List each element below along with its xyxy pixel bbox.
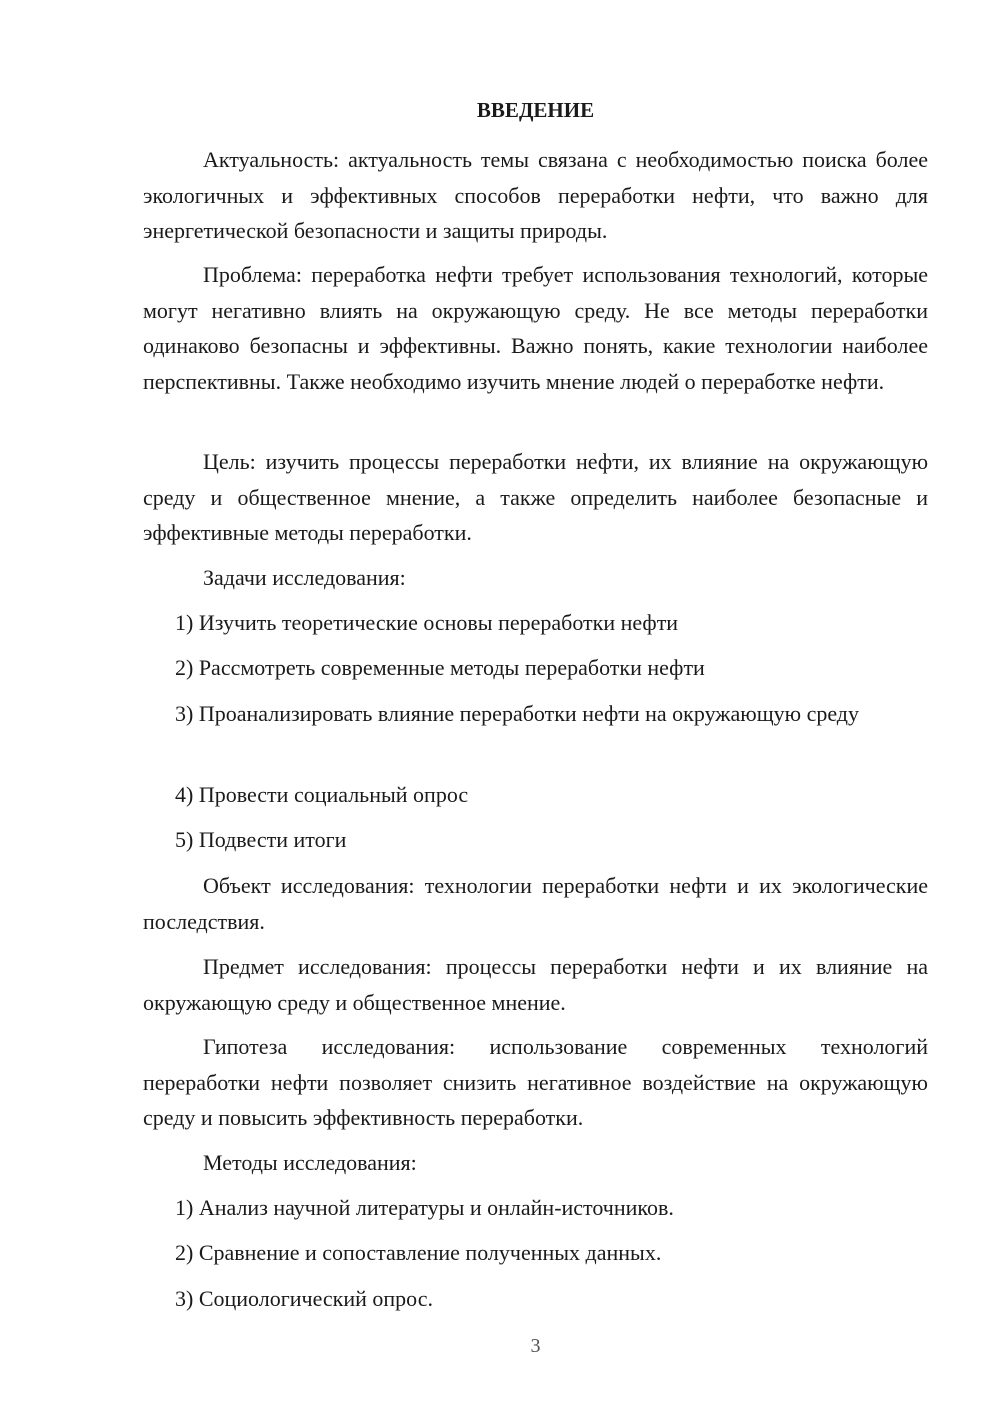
relevance-paragraph: Актуальность: актуальность темы связана с необходимостью поиска более экологичных и эффективных способов переработки нефти, что важно для энергетической безопасности и защиты природы. (143, 147, 928, 243)
hypothesis-paragraph: Гипотеза исследования: использование современных технологий переработки нефти позволяет снизить негативное воздействие на окружающую среду и повысить эффективность переработки. (143, 1034, 928, 1130)
methods-heading: Методы исследования: (203, 1150, 417, 1175)
page-title: ВВЕДЕНИЕ (476, 98, 595, 122)
task-item-4: 4) Провести социальный опрос (175, 782, 469, 807)
tasks-heading: Задачи исследования: (203, 565, 406, 590)
object-paragraph: Объект исследования: технологии переработки нефти и их экологические последствия. (143, 873, 928, 934)
page-number: 3 (530, 1335, 541, 1357)
task-item-1: 1) Изучить теоретические основы переработки нефти (175, 610, 679, 635)
goal-paragraph: Цель: изучить процессы переработки нефти, их влияние на окружающую среду и общественное мнение, а также определить наиболее безопасные и эффективные методы переработки. (143, 449, 928, 545)
subject-paragraph: Предмет исследования: процессы переработки нефти и их влияние на окружающую среду и общественное мнение. (143, 954, 928, 1015)
method-item-3: 3) Социологический опрос. (175, 1286, 433, 1311)
task-item-3: 3) Проанализировать влияние переработки нефти на окружающую среду (175, 701, 859, 726)
problem-paragraph: Проблема: переработка нефти требует использования технологий, которые могут негативно влиять на окружающую среду. Не все методы переработки одинаково безопасны и эффективны. Важно понять, какие технологии наиболее перспективны. Также необходимо изучить мнение людей о переработке нефти. (143, 262, 928, 394)
method-item-2: 2) Сравнение и сопоставление полученных данных. (175, 1240, 662, 1265)
method-item-1: 1) Анализ научной литературы и онлайн-источников. (175, 1195, 674, 1220)
document-page (143, 0, 928, 1414)
task-item-2: 2) Рассмотреть современные методы переработки нефти (175, 655, 705, 680)
task-item-5: 5) Подвести итоги (175, 827, 347, 852)
